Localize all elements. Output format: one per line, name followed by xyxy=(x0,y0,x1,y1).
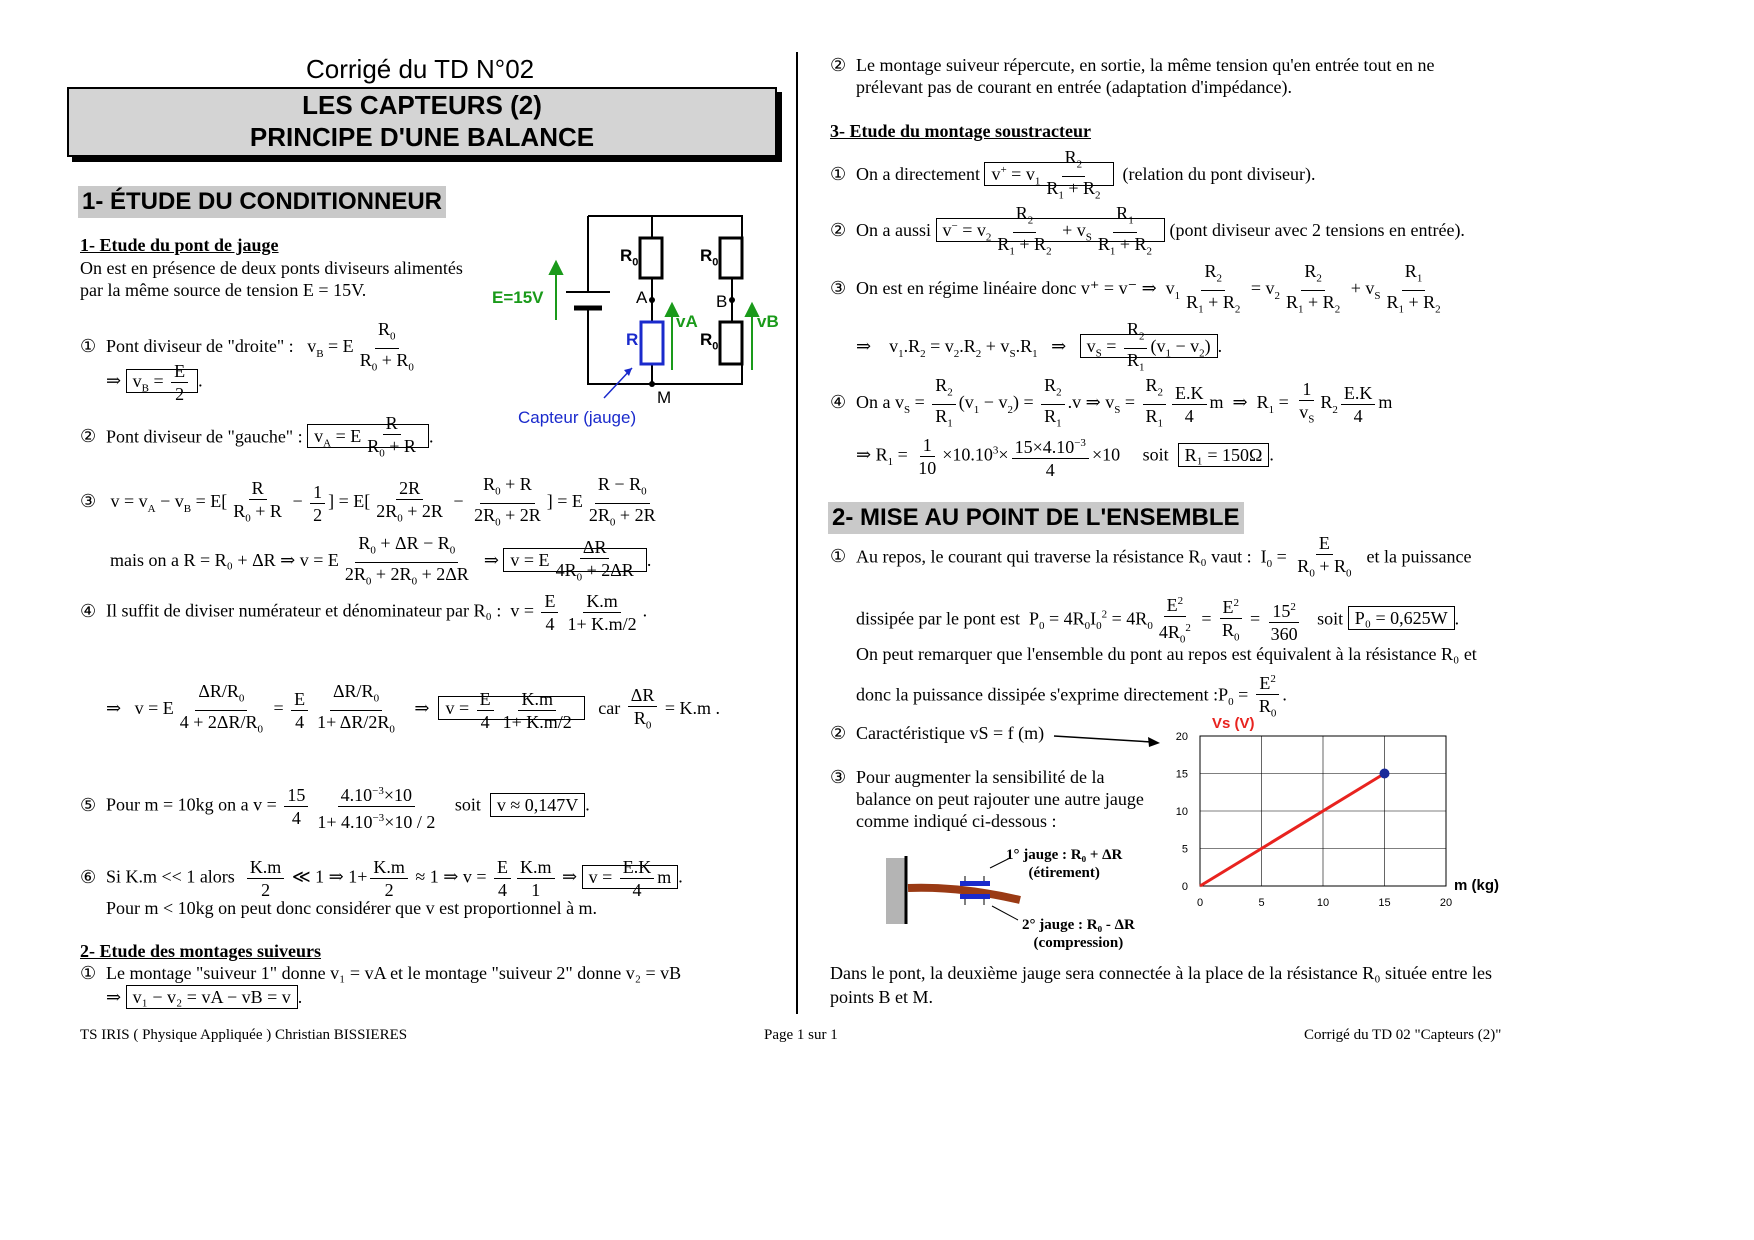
follower-question-1: ① Le montage "suiveur 1" donne v₁ = vA et le montage "suiveur 2" donne v₂ = vB xyxy=(80,963,682,983)
chart-y-tick-label: 15 xyxy=(1175,768,1188,781)
circuit-label-capteur: Capteur (jauge) xyxy=(518,408,637,427)
footer-left: TS IRIS ( Physique Appliquée ) Christian BISSIERES xyxy=(80,1027,408,1043)
section-heading-2: 2- MISE AU POINT DE L'ENSEMBLE xyxy=(828,502,1244,534)
circuit-label-b: B xyxy=(716,292,728,311)
answer-1: ⇒ $v_B$ = $\frac{E}{2}$ . xyxy=(106,361,203,404)
circuit-label-va: vA xyxy=(676,312,698,331)
intro-line-1: On est en présence de deux ponts diviseurs alimentés xyxy=(80,258,463,278)
question-4: ④ Il suffit de diviser numérateur et dénominateur par R₀ : v = $\frac{E}{4}$ $\frac{K.m}{1+ K.m/2}$ . xyxy=(80,591,648,634)
follower-answer-1: ⇒ v₁ − v₂ = vA − vB = v . xyxy=(106,987,303,1007)
setup-question-2: ② Caractéristique vS = f (m) xyxy=(830,723,1045,743)
answer-5: v ≈ 0,147V xyxy=(490,793,585,817)
setup-question-3-l2: balance on peut rajouter une autre jauge xyxy=(856,789,1144,809)
subtractor-question-4: ④ On a $v_S$ = $\frac{R_2}{R_1}$ $(v_1 - v_2)$ = $\frac{R_2}{R_1}$ .v ⇒ $v_S$ = $\frac{R_2}{R_1}$ $\frac{E.K}{4}$ m ⇒ $R_1$ = $\frac{1}{v_S}$ $R_2$ $\frac{E.K}{4}$ m xyxy=(830,375,1393,430)
circuit-label-r0-right: $R_0$ xyxy=(700,246,719,269)
conclusion-line-1: Dans le pont, la deuxième jauge sera connectée à la place de la résistance R₀ située entre les xyxy=(830,963,1492,983)
question-3: ③ $v = v_A - v_B = E$[ $\frac{R}{R_0 + R}$ − $\frac{1}{2}$ ] = E[ $\frac{2R}{2R_0 + 2R}$ − $\frac{R_0 + R}{2R_0 + 2R}$ ] = E $\frac{R - R_0}{2R_0 + 2R}$ xyxy=(80,474,656,529)
setup-note-1: On peut remarquer que l'ensemble du pont au repos est équivalent à la résistance R₀ et xyxy=(856,644,1477,664)
setup-question-3-l1: ③ Pour augmenter la sensibilité de la xyxy=(830,767,1105,787)
bridge-circuit-diagram xyxy=(486,210,786,440)
subtractor-question-3: ③ On est en régime linéaire donc v⁺ = v⁻ ⇒ $v_1$ $\frac{R_2}{R_1 + R_2}$ = $v_2$ $\frac{R_2}{R_1 + R_2}$ + $v_S$ $\frac{R_1}{R_1 + R_2}$ xyxy=(830,261,1441,316)
question-2: ② Pont diviseur de "gauche" : $v_A = E$ $\frac{R}{R_0 + R}$ . xyxy=(80,413,434,460)
question-6: ⑥ Si K.m << 1 alors $\frac{K.m}{2}$ ≪ 1 ⇒ 1+ $\frac{K.m}{2}$ ≈ 1 ⇒ v = $\frac{E}{4}$ $\frac{K.m}{1}$ ⇒ v = $\frac{E.K}{4}$ m . xyxy=(80,857,683,900)
follower-question-2: ② Le montage suiveur répercute, en sortie, la même tension qu'en entrée tout en ne xyxy=(830,55,1435,75)
section-heading-1: 1- ÉTUDE DU CONDITIONNEUR xyxy=(78,186,446,218)
chart-data-point xyxy=(1380,769,1390,779)
chart-x-tick-label: 20 xyxy=(1439,897,1453,909)
circuit-label-a: A xyxy=(636,288,648,307)
chart-y-tick-label: 0 xyxy=(1181,881,1188,893)
gauge-resistor xyxy=(641,322,663,364)
circuit-label-vb: vB xyxy=(757,312,779,331)
subsection-heading-3: 3- Etude du montage soustracteur xyxy=(830,121,1091,141)
subtractor-result: ⇒ $R_1$ = $\frac{1}{10}$ $\times 10.10^3\times$ $\frac{15\times 4.10^{-3}}{4}$ ×10 soit R₁ = 150Ω . xyxy=(856,432,1274,481)
follower-question-2-cont: prélevant pas de courant en entrée (adaptation d'impédance). xyxy=(856,77,1293,97)
setup-question-1-power: dissipée par le pont est $P_0 = 4R_0I_0^2 = 4R_0$ $\frac{E^2}{4R_0^2}$ = $\frac{E^2}{R_0}$ = $\frac{15^2}{360}$ soit P₀ = 0,625W . xyxy=(856,590,1459,651)
subsection-heading-1: 1- Etude du pont de jauge xyxy=(80,235,279,255)
vs-vs-mass-chart xyxy=(1140,710,1520,910)
circuit-label-r0-bottom: $R_0$ xyxy=(700,330,719,353)
setup-note-2: donc la puissance dissipée s'exprime directement $:P_0$ = $\frac{E^2}{R_0}$ . xyxy=(856,668,1287,725)
setup-question-1: ① Au repos, le courant qui traverse la résistance R₀ vaut : $I_0$ = $\frac{E}{R_0 + R_0}$ et la puissance xyxy=(830,533,1472,580)
subsection-heading-2: 2- Etude des montages suiveurs xyxy=(80,941,322,961)
circuit-label-r: R xyxy=(626,330,639,349)
conclusion-line-2: points B et M. xyxy=(830,987,934,1007)
question-6-note: Pour m < 10kg on peut donc considérer que v est proportionnel à m. xyxy=(106,898,598,918)
chart-x-tick-label: 15 xyxy=(1378,897,1391,909)
chart-x-tick-label: 10 xyxy=(1316,897,1330,909)
title-box-line1: LES CAPTEURS (2) xyxy=(302,90,542,120)
intro-line-2: par la même source de tension E = 15V. xyxy=(80,280,367,300)
question-3-continued: mais on a R = R₀ + ΔR ⇒ v = E $\frac{R_0 + \Delta R - R_0}{2R_0 + 2R_0 + 2\Delta R}$ ⇒ v = E $\frac{\Delta R}{4R_0 + 2\Delta R}$ . xyxy=(110,533,652,588)
gauge-bottom xyxy=(960,894,990,899)
gauge-top xyxy=(960,881,990,886)
circuit-label-e: E=15V xyxy=(492,288,544,307)
chart-y-axis-label: Vs (V) xyxy=(1212,715,1255,732)
question-4-derivation: ⇒ v = E $\frac{\Delta R/R_0}{4 + 2\Delta R/R_0}$ = $\frac{E}{4}$ $\frac{\Delta R/R_0}{1+ \Delta R/2R_0}$ ⇒ v = $\frac{E}{4}$ $\frac{K.m}{1+ K.m/2}$ car $\frac{\Delta R}{R_0}$ = K.m . xyxy=(106,681,721,736)
chart-x-tick-label: 5 xyxy=(1258,897,1265,909)
subtractor-question-2: ② On a aussi $v^- = v_2$ $\frac{R_2}{R_1 + R_2}$ + $v_S$ $\frac{R_1}{R_1 + R_2}$ (pont diviseur avec 2 tensions en entrée). xyxy=(830,203,1465,258)
chart-y-tick-label: 5 xyxy=(1181,843,1188,856)
gauge-2-label: 2° jauge : R₀ - ΔR (compression) xyxy=(1022,917,1135,951)
circuit-label-r0-left: $R_0$ xyxy=(620,246,639,269)
chart-y-tick-label: 10 xyxy=(1175,806,1188,818)
gauge-1-label: 1° jauge : R₀ + ΔR (étirement) xyxy=(1006,847,1123,881)
setup-question-3-l3: comme indiqué ci-dessous : xyxy=(856,811,1057,831)
subtractor-derivation: ⇒ $v_1.R_2 = v_2.R_2 + v_S.R_1$ ⇒ $v_S$ = $\frac{R_2}{R_1}$ $(v_1 - v_2)$ . xyxy=(856,319,1223,374)
footer-right: Corrigé du TD 02 "Capteurs (2)" xyxy=(1304,1027,1502,1043)
footer-center: Page 1 sur 1 xyxy=(764,1027,838,1043)
chart-x-axis-label: m (kg) xyxy=(1454,877,1499,894)
question-5: ⑤ Pour m = 10kg on a v = $\frac{15}{4}$ $\frac{4.10^{-3}\times 10}{1+ 4.10^{-3}\times 10 / 2}$ soit v ≈ 0,147V . xyxy=(80,780,590,833)
chart-y-tick-label: 20 xyxy=(1175,731,1188,743)
circuit-label-m: M xyxy=(657,388,672,407)
column-divider xyxy=(796,52,798,1014)
subtractor-question-1: ① On a directement $v^+ = v_1$ $\frac{R_2}{R_1 + R_2}$ (relation du pont diviseur). xyxy=(830,147,1316,202)
chart-x-tick-label: 0 xyxy=(1196,897,1204,909)
title-box xyxy=(67,87,777,157)
page-title: Corrigé du TD N°02 xyxy=(306,54,535,84)
question-1: ① Pont diviseur de "droite" : $v_B = E$ $\frac{R_0}{R_0 + R_0}$ xyxy=(80,319,414,374)
title-box-line2: PRINCIPE D'UNE BALANCE xyxy=(249,122,595,152)
